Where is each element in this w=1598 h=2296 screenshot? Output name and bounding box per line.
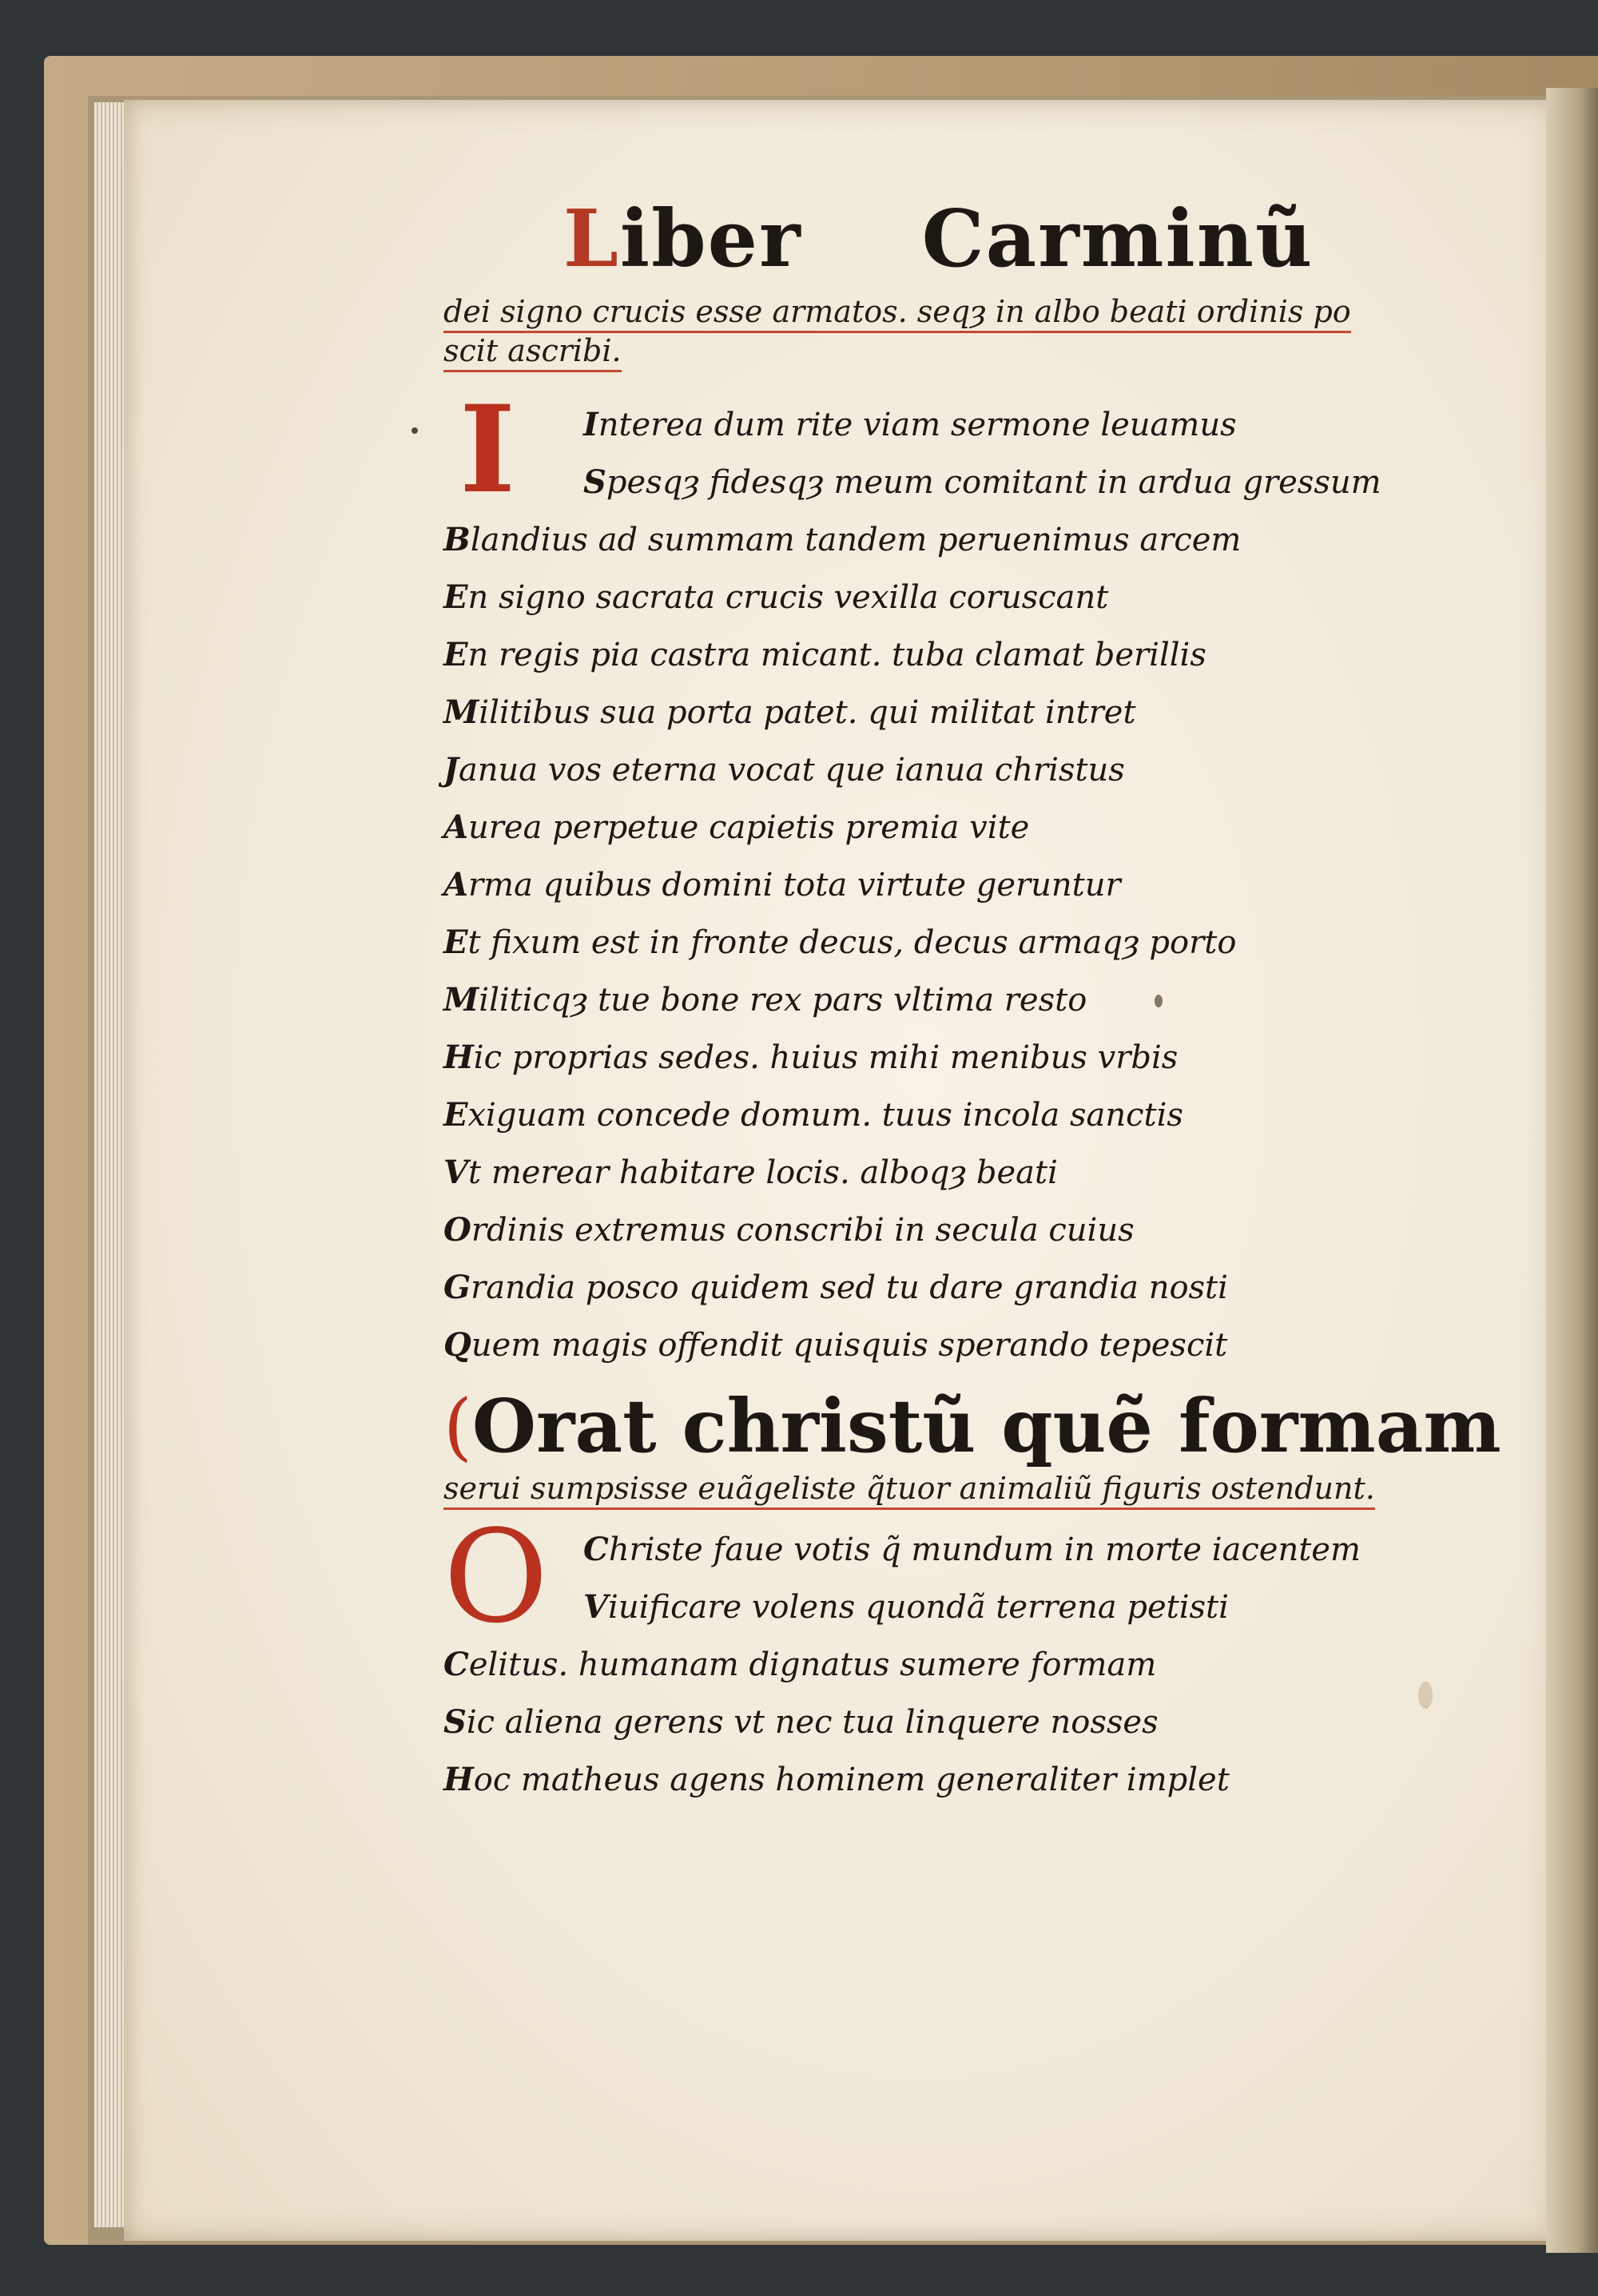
rubric-line: dei signo crucis esse armatos. seqȝ in albo beati ordinis po (443, 294, 1351, 333)
verse-initial: B (443, 521, 471, 558)
verse-initial: Q (443, 1326, 471, 1364)
verse-text: t fixum est in fronte decus, decus armaqȝ porto (467, 924, 1237, 961)
title-word-liber (563, 192, 802, 288)
verse-line (443, 1694, 1402, 1751)
page-gutter (1546, 88, 1598, 2253)
title-initial: L (563, 193, 620, 285)
verse-line (443, 569, 1402, 626)
verse-line (443, 1144, 1402, 1202)
rubric-heading-1 (443, 294, 1402, 372)
drop-capital: I (459, 379, 516, 520)
verse-text: randia posco quidem sed tu dare grandia nosti (471, 1269, 1228, 1306)
verse-text: anua vos eterna vocat que ianua christus (458, 752, 1125, 789)
verse-initial: O (443, 1211, 471, 1249)
verse-text: landius ad summam tandem peruenimus arcem (470, 522, 1242, 558)
rubric-line: scit ascribi. (443, 333, 622, 372)
verse-text: n signo sacrata crucis vexilla coruscant (467, 579, 1109, 616)
verse-text: iliticqȝ tue bone rex pars vltima resto (479, 982, 1087, 1019)
verse-line (443, 396, 1402, 454)
verse-line (443, 626, 1402, 684)
verse-line (443, 511, 1402, 569)
verse-line (443, 1521, 1402, 1579)
verse-line (443, 1202, 1402, 1259)
verse-text: rma quibus domini tota virtute geruntur (468, 867, 1121, 904)
verse-line (443, 1579, 1402, 1636)
verse-line (443, 914, 1402, 971)
verse-line (443, 799, 1402, 856)
verse-initial: S (583, 463, 606, 501)
verse-initial: A (443, 808, 469, 846)
verse-initial: V (583, 1588, 609, 1626)
verse-text: t merear habitare locis. alboqȝ beati (468, 1154, 1058, 1191)
verse-line (443, 454, 1402, 511)
verse-initial: M (443, 693, 479, 731)
verse-line (443, 1029, 1402, 1086)
verse-list-1 (443, 396, 1402, 1374)
verse-initial: E (443, 636, 468, 673)
verse-initial: H (443, 1039, 474, 1076)
verse-line (443, 1317, 1402, 1374)
verse-text: nterea dum rite viam sermone leuamus (598, 407, 1237, 443)
verse-initial: I (583, 406, 598, 443)
rubric-heading-2: serui sumpsisse euãgeliste q̃tuor animaliũ figuris ostendunt. (443, 1471, 1375, 1510)
verse-text: pesqȝ fidesqȝ meum comitant in ardua gressum (606, 464, 1381, 501)
verse-text: oc matheus agens hominem generaliter implet (473, 1762, 1230, 1798)
page-title (563, 192, 1402, 288)
verse-text: uem magis offendit quisquis sperando tepescit (471, 1327, 1228, 1364)
verse-text: iuificare volens quondã terrena petisti (608, 1589, 1229, 1626)
verse-initial: J (443, 751, 459, 789)
verse-section-2 (443, 1502, 1402, 1809)
verse-text: xiguam concede domum. tuus incola sanctis (467, 1097, 1183, 1134)
heading-text: Orat christũ quẽ formam (471, 1383, 1501, 1469)
verse-line (443, 971, 1402, 1029)
verse-line (443, 1751, 1402, 1809)
title-word-carminu: Carminũ (921, 193, 1314, 285)
drop-capital: O (443, 1502, 549, 1651)
verse-line (443, 684, 1402, 741)
printed-text-block (443, 192, 1501, 1809)
verse-initial: V (443, 1154, 469, 1191)
verse-text: ic proprias sedes. huius mihi menibus vrbis (473, 1039, 1179, 1076)
foxing-spot (1418, 1682, 1433, 1709)
verse-initial: M (443, 981, 479, 1019)
title-word1-rest: iber (619, 193, 802, 285)
verse-line (443, 856, 1402, 914)
verse-initial: A (443, 866, 469, 904)
verse-list-2 (443, 1521, 1402, 1809)
foxing-spot (411, 427, 418, 434)
verse-text: n regis pia castra micant. tuba clamat berillis (467, 637, 1206, 673)
verse-text: hriste faue votis q̃ mundum in morte iacentem (608, 1531, 1361, 1568)
verse-section-1 (443, 379, 1402, 1374)
verse-initial: C (583, 1531, 609, 1568)
verse-text: ilitibus sua porta patet. qui militat intret (479, 694, 1136, 731)
verse-text: rdinis extremus conscribi in secula cuius (471, 1212, 1135, 1249)
verse-text: elitus. humanam dignatus sumere formam (468, 1647, 1157, 1683)
verse-text: urea perpetue capietis premia vite (468, 809, 1030, 846)
section-heading-2 (443, 1382, 1501, 1471)
verse-line (443, 1086, 1402, 1144)
verse-initial: C (443, 1646, 469, 1683)
verse-initial: E (443, 578, 468, 616)
heading-parenthesis: ( (443, 1384, 472, 1469)
verse-initial: H (443, 1761, 474, 1798)
verse-initial: S (443, 1703, 467, 1741)
verse-line (443, 1636, 1402, 1694)
verse-initial: E (443, 1096, 468, 1134)
verse-text: ic aliena gerens vt nec tua linquere nosses (466, 1704, 1159, 1741)
verse-initial: E (443, 924, 468, 961)
verse-initial: G (443, 1269, 471, 1306)
verse-line (443, 1259, 1402, 1317)
verse-line (443, 741, 1402, 799)
